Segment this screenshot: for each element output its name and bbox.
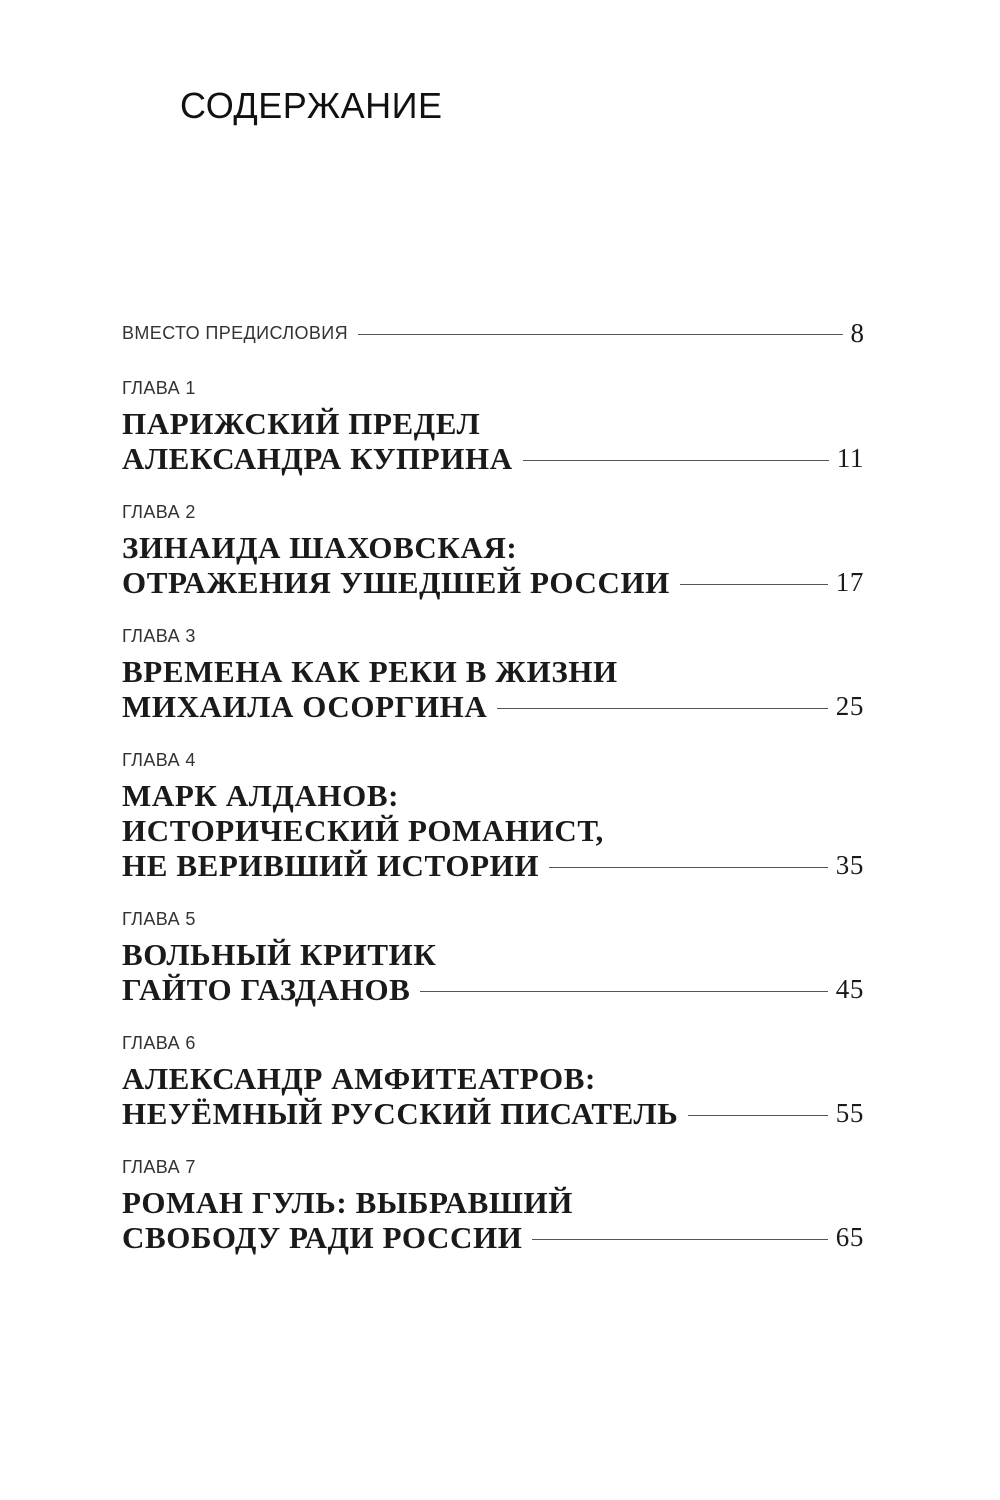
chapter-title-line: МАРК АЛДАНОВ: xyxy=(122,778,400,813)
page-number: 25 xyxy=(835,691,864,721)
toc-entry-chapter-4[interactable] xyxy=(122,748,864,883)
chapter-title-line: МИХАИЛА ОСОРГИНА xyxy=(122,689,488,724)
toc-entry-chapter-1[interactable] xyxy=(122,376,864,476)
page-number: 65 xyxy=(835,1222,864,1252)
toc-entry-chapter-2[interactable] xyxy=(122,500,864,600)
toc-entry-chapter-7[interactable] xyxy=(122,1155,864,1255)
toc-row xyxy=(122,1220,864,1255)
page-number: 55 xyxy=(835,1098,864,1128)
dot-leader xyxy=(549,867,828,868)
chapter-title-line: РОМАН ГУЛЬ: ВЫБРАВШИЙ xyxy=(122,1185,573,1220)
chapter-label: ГЛАВА 6 xyxy=(122,1033,196,1053)
toc-row xyxy=(122,689,864,724)
page-number: 35 xyxy=(835,850,864,880)
toc-entry-preface[interactable] xyxy=(122,318,864,376)
dot-leader xyxy=(497,708,827,709)
preface-title: ВМЕСТО ПРЕДИСЛОВИЯ xyxy=(122,322,349,343)
chapter-label: ГЛАВА 4 xyxy=(122,750,196,770)
chapter-label: ГЛАВА 2 xyxy=(122,502,196,522)
dot-leader xyxy=(680,584,828,585)
dot-leader xyxy=(688,1115,827,1116)
toc-entry-chapter-3[interactable] xyxy=(122,624,864,724)
chapter-title-line: НЕУЁМНЫЙ РУССКИЙ ПИСАТЕЛЬ xyxy=(122,1096,679,1131)
chapter-title-line: ВРЕМЕНА КАК РЕКИ В ЖИЗНИ xyxy=(122,654,618,689)
chapter-title-line: НЕ ВЕРИВШИЙ ИСТОРИИ xyxy=(122,848,540,883)
dot-leader xyxy=(523,460,829,461)
toc-entry-chapter-6[interactable] xyxy=(122,1031,864,1131)
chapter-title-line: АЛЕКСАНДРА КУПРИНА xyxy=(122,441,513,476)
toc-row xyxy=(122,565,864,600)
dot-leader xyxy=(358,334,842,335)
toc-row xyxy=(122,1096,864,1131)
table-of-contents xyxy=(122,318,864,1279)
page-title: СОДЕРЖАНИЕ xyxy=(180,85,443,126)
chapter-label: ГЛАВА 1 xyxy=(122,378,196,398)
chapter-title-line: ИСТОРИЧЕСКИЙ РОМАНИСТ, xyxy=(122,813,604,848)
chapter-label: ГЛАВА 5 xyxy=(122,909,196,929)
dot-leader xyxy=(532,1239,827,1240)
page-number: 8 xyxy=(850,317,864,348)
chapter-title-line: ВОЛЬНЫЙ КРИТИК xyxy=(122,937,437,972)
toc-row xyxy=(122,318,864,348)
toc-entry-chapter-5[interactable] xyxy=(122,907,864,1007)
chapter-label: ГЛАВА 3 xyxy=(122,626,196,646)
chapter-title-line: ОТРАЖЕНИЯ УШЕДШЕЙ РОССИИ xyxy=(122,565,670,600)
toc-row xyxy=(122,848,864,883)
chapter-label: ГЛАВА 7 xyxy=(122,1157,196,1177)
page-number: 45 xyxy=(835,974,864,1004)
toc-row xyxy=(122,441,864,476)
dot-leader xyxy=(420,991,827,992)
chapter-title-line: ЗИНАИДА ШАХОВСКАЯ: xyxy=(122,530,518,565)
chapter-title-line: СВОБОДУ РАДИ РОССИИ xyxy=(122,1220,523,1255)
toc-row xyxy=(122,972,864,1007)
chapter-title-line: ГАЙТО ГАЗДАНОВ xyxy=(122,972,411,1007)
page-number: 11 xyxy=(836,443,864,473)
chapter-title-line: АЛЕКСАНДР АМФИТЕАТРОВ: xyxy=(122,1061,596,1096)
chapter-title-line: ПАРИЖСКИЙ ПРЕДЕЛ xyxy=(122,406,481,441)
page-number: 17 xyxy=(835,567,864,597)
